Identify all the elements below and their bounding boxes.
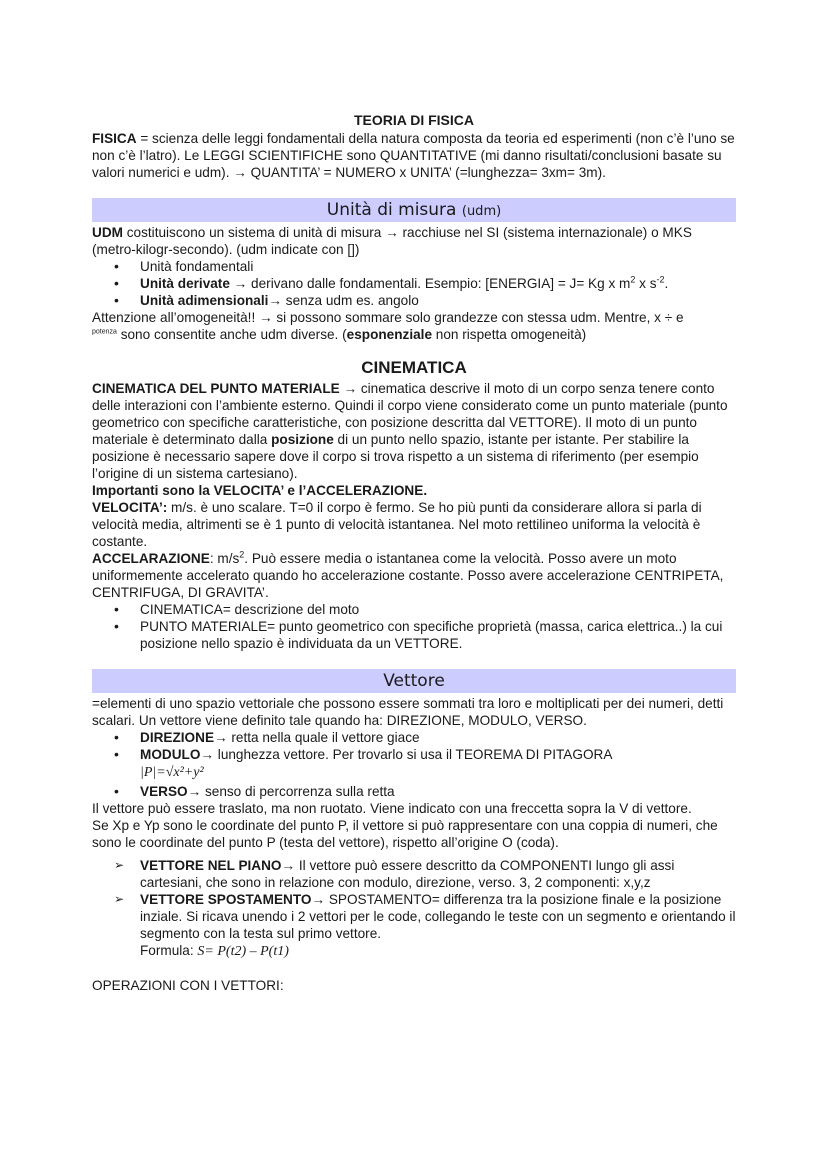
udm-list [92,258,736,309]
list-item: • MODULO→ lunghezza vettore. Per trovarlo si usa il TEOREMA DI PITAGORA |P|=√x²+y² [92,746,736,783]
list-item: • CINEMATICA= descrizione del moto [92,601,736,618]
list-item: • Unità derivate → derivano dalle fondamentali. Esempio: [ENERGIA] = J= Kg x $m^2$ x $s^{-2}$. [92,275,736,292]
list-item: • PUNTO MATERIALE= punto geometrico con specifiche proprietà (massa, carica elettrica..) la cui posizione nello spazio è individuata da un VETTORE. [92,618,736,652]
cinematica-list [92,601,736,652]
list-item: ➢ VETTORE NEL PIANO→ Il vettore può essere descritto da COMPONENTI lungo gli assi cartesiani, che sono in relazione con modulo, direzione, verso. 3, 2 componenti: x,y,z [92,857,736,891]
section-header-cinematica: CINEMATICA [361,358,467,377]
document-page [92,112,736,994]
vettore-paragraph-3: Se Xp e Yp sono le coordinate del punto P, il vettore si può rappresentare con una coppia di numeri, che sono le coordinate del punto P (testa del vettore), rispetto all’origine O (coda). [92,818,718,850]
vettore-definition: =elementi di uno spazio vettoriale che possono essere sommati tra loro e moltiplicati per dei numeri, detti scalari. Un vettore viene definito tale quando ha: DIREZIONE, MODULO, VERSO. [92,696,724,728]
cinematica-paragraph: CINEMATICA DEL PUNTO MATERIALE → cinematica descrive il moto di un corpo senza tenere conto delle interazioni con l’ambiente esterno. Quindi il corpo viene considerato come un punto materiale (punto geometrico con specifiche caratteristiche, con posizione descritta dal VETTORE). Il moto di un punto materiale è determinato dalla posizione di un punto nello spazio, istante per istante. Per stabilire la posizione è necessario sapere dove il corpo si trova rispetto a un sistema di riferimento (per esempio l’origine di un sistema cartesiano). [92,381,728,481]
list-item: • Unità fondamentali [92,258,736,275]
intro-paragraph: FISICA = scienza delle leggi fondamentali della natura composta da teoria ed esperimenti (non c’è l’uno se non c’è l’latro). Le LEGGI SCIENTIFICHE sono QUANTITATIVE (mi danno risultati/conclusioni basate su valori numerici e udm). → QUANTITA’ = NUMERO x UNITA’ (=lunghezza= 3xm= 3m). [92,131,735,180]
document-title: TEORIA DI FISICA [353,112,475,128]
intro-term: FISICA [92,131,137,146]
accelerazione-paragraph: ACCELARAZIONE: $m/s^2$. Può essere media o istantanea come la velocità. Posso avere un moto uniformemente accelerato quando ho accelerazione costante. Posso avere accelerazione CENTRIPETA, CENTRIFUGA, DI GRAVITA’. [92,549,724,600]
udm-paragraph: UDM costituiscono un sistema di unità di misura → racchiuse nel SI (sistema internazionale) o MKS (metro-kilogr-secondo). (udm indicate con []) [92,225,692,257]
vettore-arrow-list [92,857,736,960]
list-item: ➢ VETTORE SPOSTAMENTO→ SPOSTAMENTO= differenza tra la posizione finale e la posizione inziale. Si ricava unendo i 2 vettori per le code, collegando le teste con un segmento e orientando il segmento con la testa sul primo vettore. Formula: S= P(t2) – P(t1) [92,891,736,960]
vettore-paragraph-2: Il vettore può essere traslato, ma non ruotato. Viene indicato con una freccetta sopra la V di vettore. [92,801,692,816]
section-header-vettore: Vettore [92,669,736,693]
velocita-paragraph: VELOCITA’: m/s. è uno scalare. T=0 il corpo è fermo. Se ho più punti da considerare allora si parla di velocità media, altrimenti se è 1 punto di velocità istantanea. Nel moto rettilineo uniforma la velocità è costante. [92,500,702,549]
spostamento-formula: S= P(t2) – P(t1) [197,944,289,959]
list-item: • DIREZIONE→ retta nella quale il vettore giace [92,729,736,746]
homogeneity-note: Attenzione all’omogeneità!! → si possono sommare solo grandezze con stessa udm. Mentre, x ÷ e $^{potenza}$ sono consentite anche udm diverse. (esponenziale non rispetta omogeneità) [92,310,684,342]
important-line: Importanti sono la VELOCITA’ e l’ACCELERAZIONE. [92,483,428,498]
vettore-list [92,729,736,800]
list-item: • Unità adimensionali→ senza udm es. angolo [92,292,736,309]
list-item: • VERSO→ senso di percorrenza sulla retta [92,783,736,800]
section-header-udm: Unità di misura (udm) [92,198,736,222]
operazioni-heading: OPERAZIONI CON I VETTORI: [92,978,284,993]
modulo-formula: |P|=√x²+y² [140,765,204,780]
